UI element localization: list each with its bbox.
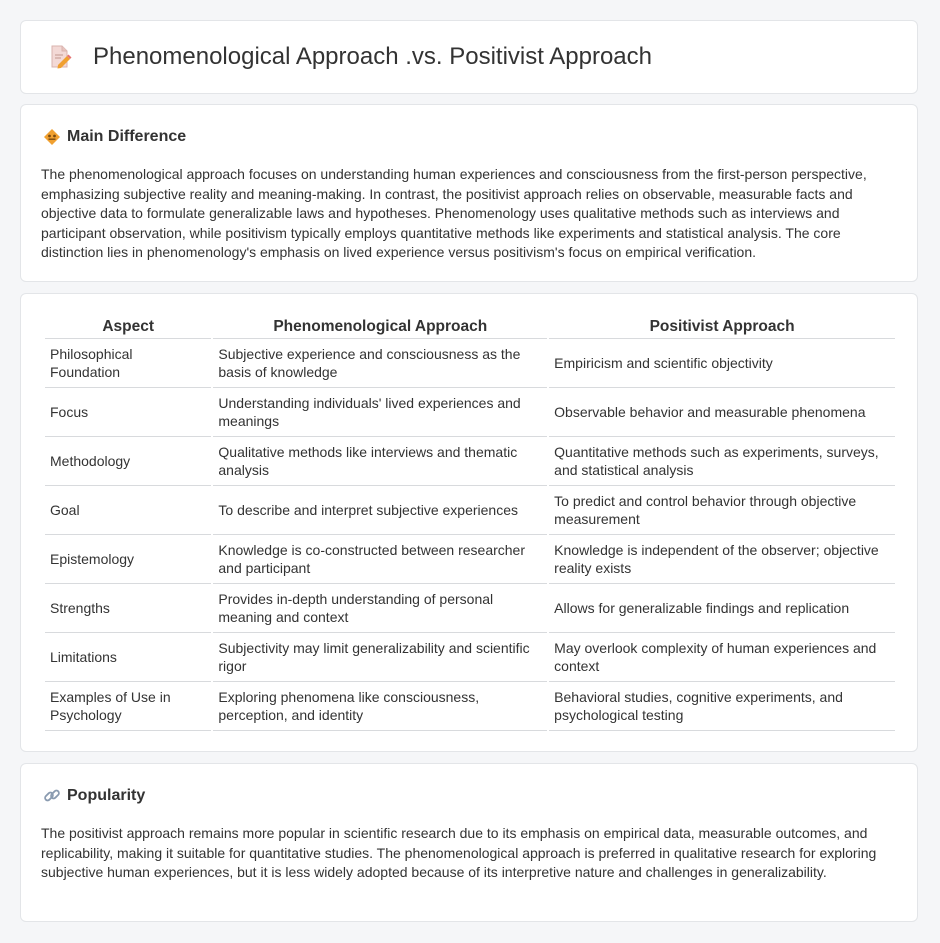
aspect-cell: Philosophical Foundation bbox=[45, 339, 211, 388]
aspect-cell: Strengths bbox=[45, 584, 211, 633]
comparison-table-card bbox=[20, 293, 918, 752]
header-positivist: Positivist Approach bbox=[549, 316, 895, 339]
aspect-cell: Limitations bbox=[45, 633, 211, 682]
table-row bbox=[45, 535, 895, 584]
positivist-cell: Observable behavior and measurable phenomena bbox=[549, 388, 895, 437]
link-icon bbox=[43, 787, 61, 805]
phenomenological-cell: Qualitative methods like interviews and thematic analysis bbox=[213, 437, 547, 486]
document-pencil-icon bbox=[47, 44, 73, 70]
table-header-row bbox=[45, 316, 895, 339]
positivist-cell: Knowledge is independent of the observer; objective reality exists bbox=[549, 535, 895, 584]
positivist-cell: Behavioral studies, cognitive experiments, and psychological testing bbox=[549, 682, 895, 731]
phenomenological-cell: To describe and interpret subjective experiences bbox=[213, 486, 547, 535]
page-title: Phenomenological Approach .vs. Positivist Approach bbox=[93, 43, 652, 70]
header-phenomenological: Phenomenological Approach bbox=[213, 316, 547, 339]
diamond-compare-icon bbox=[43, 128, 61, 146]
main-difference-text: The phenomenological approach focuses on understanding human experiences and consciousness from the first-person perspective, emphasizing subjective reality and meaning-making. In contrast, the positivist approach relies on observable, measurable facts and objective data to formulate generalizable laws and hypotheses. Phenomenology uses qualitative methods such as interviews and participant observation, while positivism typically employs quantitative methods like experiments and statistical analysis. The core distinction lies in phenomenology's emphasis on lived experience versus positivism's focus on empirical verification. bbox=[41, 166, 867, 261]
phenomenological-cell: Knowledge is co-constructed between researcher and participant bbox=[213, 535, 547, 584]
phenomenological-cell: Exploring phenomena like consciousness, perception, and identity bbox=[213, 682, 547, 731]
positivist-cell: Quantitative methods such as experiments, surveys, and statistical analysis bbox=[549, 437, 895, 486]
positivist-cell: Allows for generalizable findings and replication bbox=[549, 584, 895, 633]
positivist-cell: To predict and control behavior through objective measurement bbox=[549, 486, 895, 535]
positivist-cell: May overlook complexity of human experiences and context bbox=[549, 633, 895, 682]
phenomenological-cell: Provides in-depth understanding of personal meaning and context bbox=[213, 584, 547, 633]
aspect-cell: Focus bbox=[45, 388, 211, 437]
header-aspect: Aspect bbox=[45, 316, 211, 339]
phenomenological-cell: Understanding individuals' lived experiences and meanings bbox=[213, 388, 547, 437]
table-row bbox=[45, 339, 895, 388]
positivist-cell: Empiricism and scientific objectivity bbox=[549, 339, 895, 388]
phenomenological-cell: Subjectivity may limit generalizability and scientific rigor bbox=[213, 633, 547, 682]
table-row bbox=[45, 486, 895, 535]
table-row bbox=[45, 437, 895, 486]
phenomenological-cell: Subjective experience and consciousness as the basis of knowledge bbox=[213, 339, 547, 388]
table-row bbox=[45, 388, 895, 437]
popularity-card bbox=[20, 763, 918, 922]
popularity-text: The positivist approach remains more popular in scientific research due to its emphasis on empirical data, measurable outcomes, and replicability, making it suitable for quantitative studies. The phenomenological approach is preferred in qualitative research for exploring subjective human experiences, but it is less widely adopted because of its interpretive nature and challenges in generalizability. bbox=[41, 825, 877, 881]
table-row bbox=[45, 633, 895, 682]
aspect-cell: Methodology bbox=[45, 437, 211, 486]
popularity-heading: Popularity bbox=[67, 787, 146, 804]
table-row bbox=[45, 584, 895, 633]
aspect-cell: Examples of Use in Psychology bbox=[45, 682, 211, 731]
aspect-cell: Goal bbox=[45, 486, 211, 535]
main-difference-heading: Main Difference bbox=[67, 128, 187, 145]
title-card bbox=[20, 20, 918, 94]
comparison-table bbox=[43, 316, 897, 731]
table-row bbox=[45, 682, 895, 731]
aspect-cell: Epistemology bbox=[45, 535, 211, 584]
main-difference-card bbox=[20, 104, 918, 282]
